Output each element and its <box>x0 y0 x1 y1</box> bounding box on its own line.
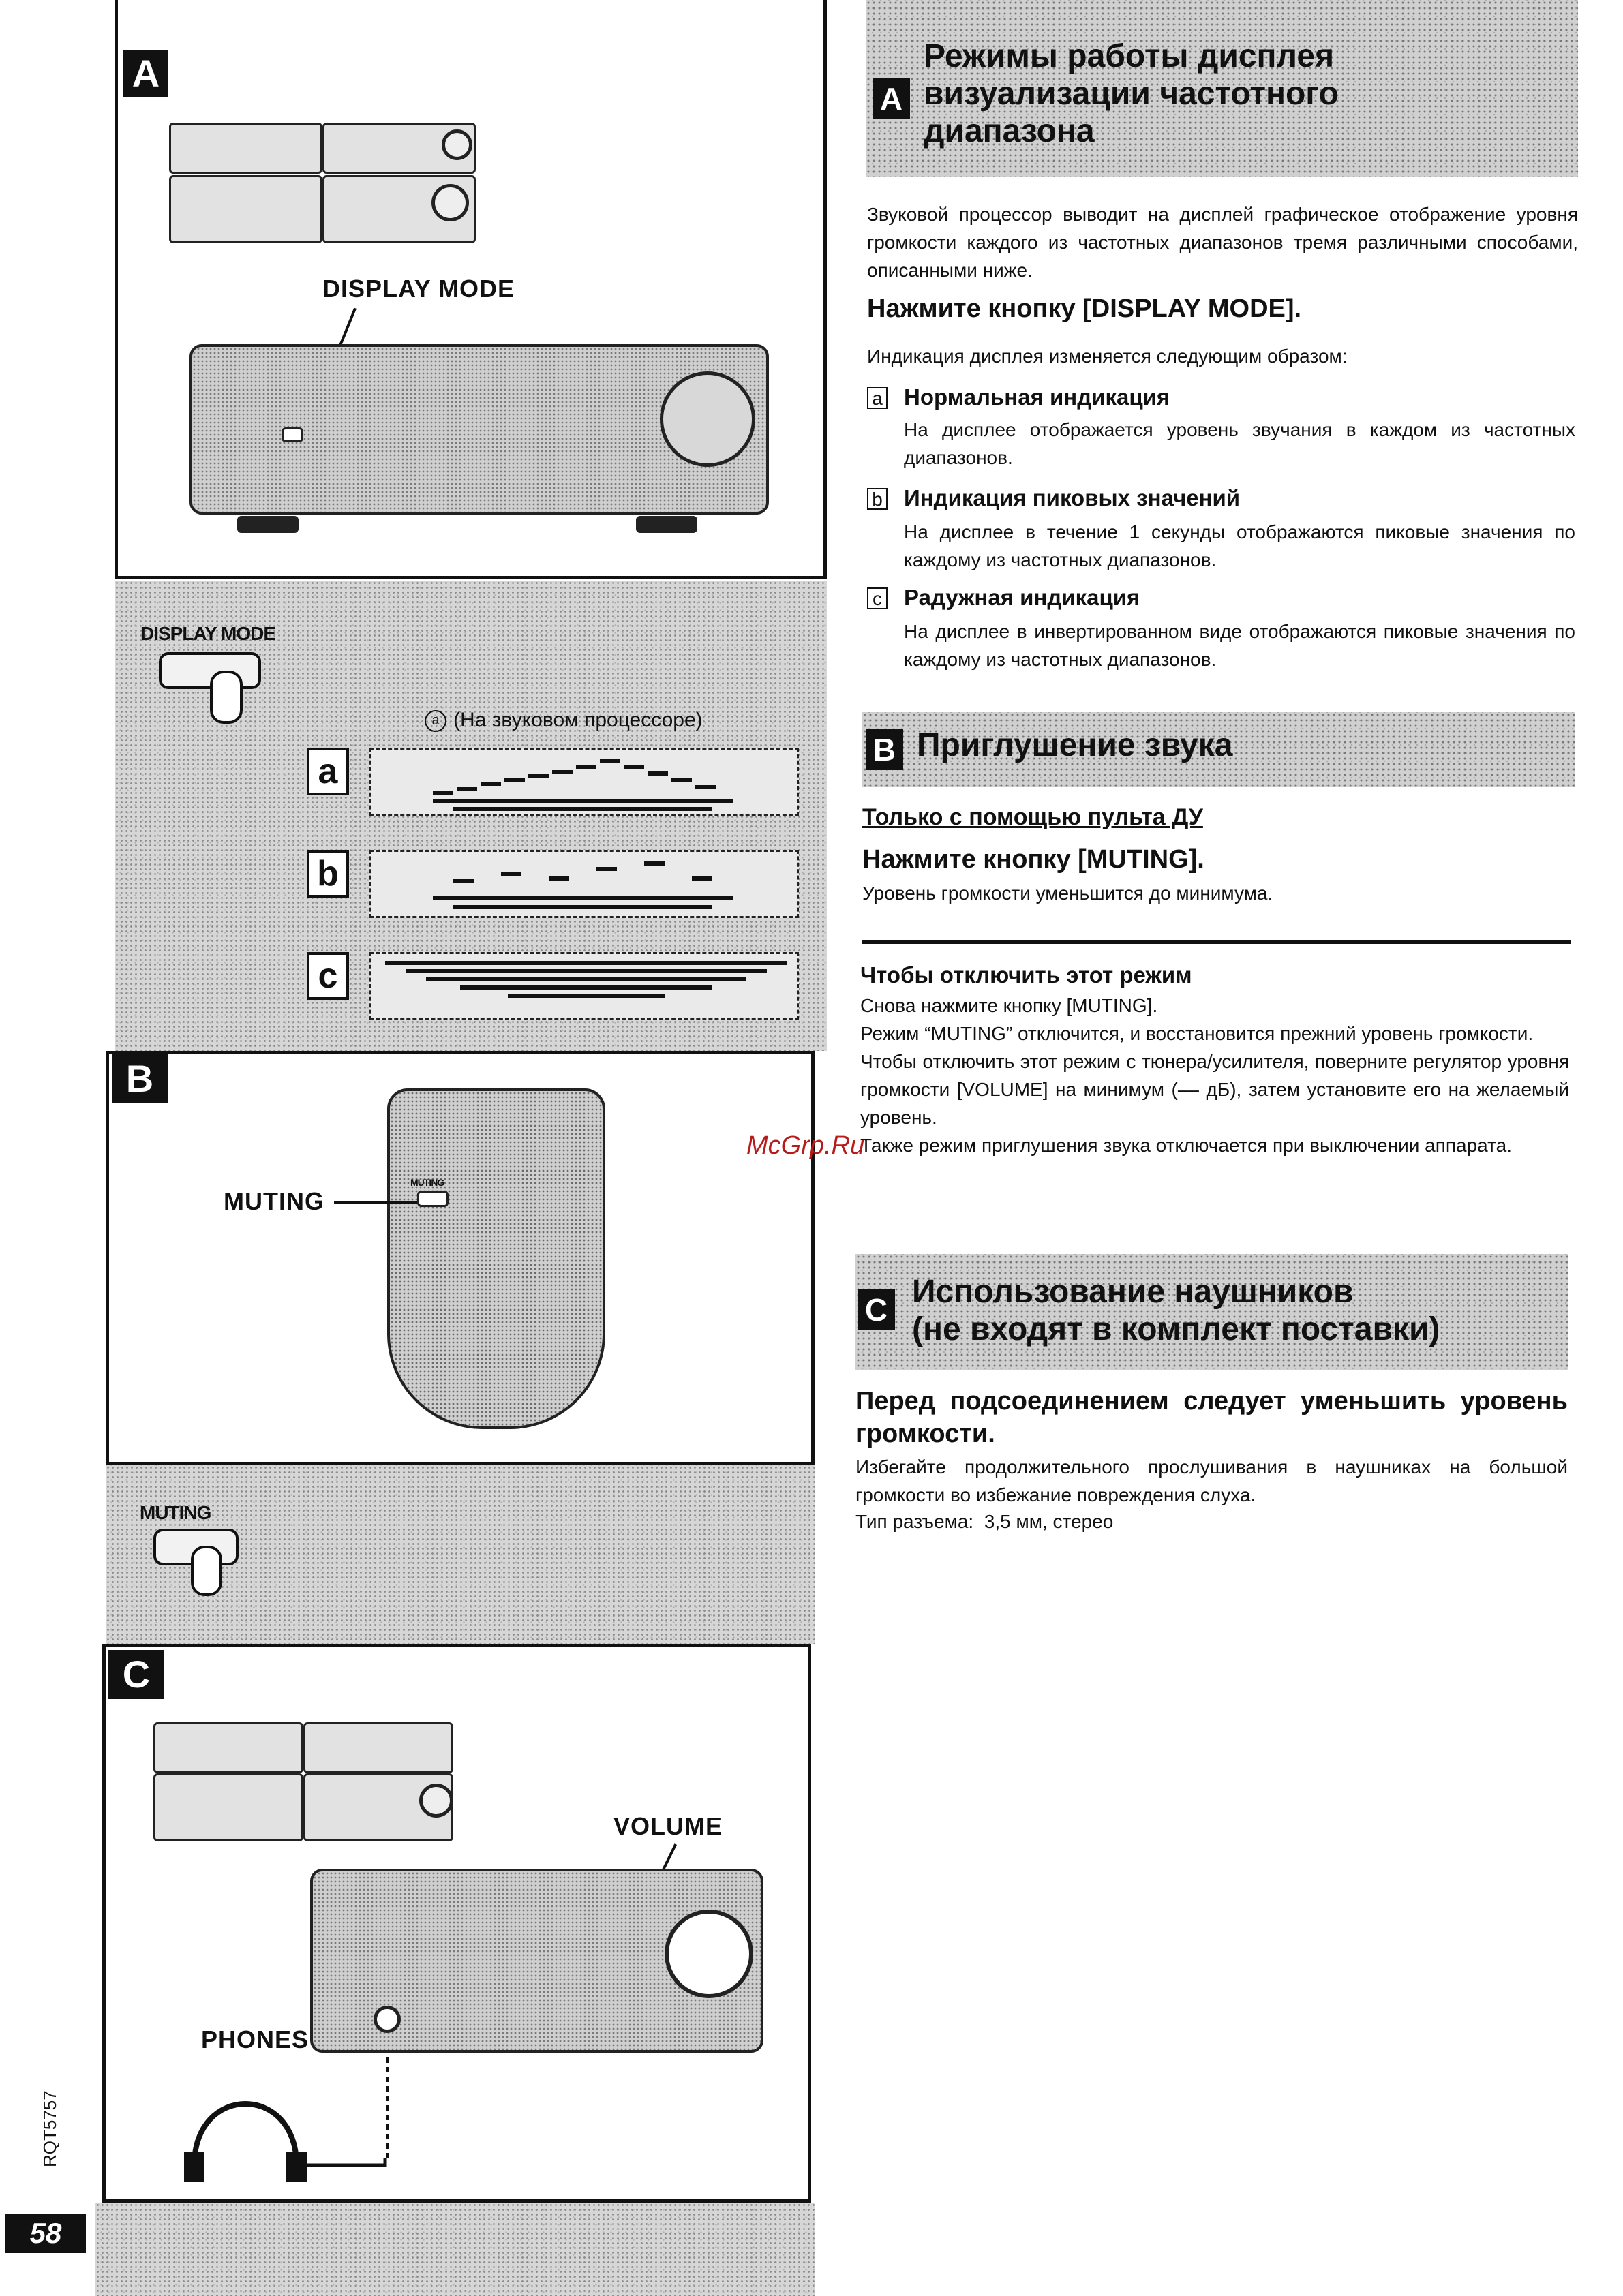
display-mode-strip <box>115 581 827 1051</box>
muting-button-label: MUTING <box>140 1502 211 1523</box>
processor-note: a (На звуковом процессоре) <box>425 709 703 732</box>
section-c-plug-type: Тип разъема: 3,5 мм, стерео <box>855 1511 1114 1532</box>
mode-c-display <box>369 952 799 1020</box>
section-a-instruction: Нажмите кнопку [DISPLAY MODE]. <box>867 294 1302 323</box>
item-c-tag: c <box>867 587 888 609</box>
pressing-finger-icon-b <box>191 1546 222 1596</box>
item-b-tag: b <box>867 488 888 510</box>
model-code: RQT5757 <box>40 2090 60 2167</box>
item-c-text: На дисплее в инвертированном виде отображаются пиковые значения по каждому из частотных диапазонов. <box>904 621 1575 670</box>
item-a-text: На дисплее отображается уровень звучания в каждом из частотных диапазонов. <box>904 419 1575 468</box>
display-mode-callout: DISPLAY MODE <box>322 275 515 303</box>
section-b-instruction: Нажмите кнопку [MUTING]. <box>862 845 1204 874</box>
volume-knob-icon-c[interactable] <box>665 1910 753 1998</box>
panel-b-letter: B <box>112 1054 168 1103</box>
section-c-letter: C <box>858 1289 895 1330</box>
section-a-change-note: Индикация дисплея изменяется следующим образом: <box>867 346 1348 367</box>
item-a-tag: a <box>867 387 888 409</box>
bottom-shade <box>95 2203 815 2296</box>
section-b-divider <box>862 940 1571 944</box>
mode-c-label: c <box>307 952 349 1000</box>
remote-muting-label: MUTING <box>410 1177 444 1188</box>
section-a-letter: A <box>873 78 910 119</box>
cancel-line-1: Снова нажмите кнопку [MUTING]. <box>860 995 1158 1016</box>
mode-a-display <box>369 748 799 816</box>
section-b-title: Приглушение звука <box>917 727 1233 763</box>
cancel-line-3: Чтобы отключить этот режим с тюнера/усилителя, поверните регулятор уровня громкости [VOLUME] на минимум (–– дБ), затем установите его на желаемый уровень. <box>860 1051 1569 1128</box>
muting-strip <box>106 1465 815 1644</box>
mode-a-spectrum <box>371 750 801 818</box>
phones-callout: PHONES <box>201 2025 309 2053</box>
section-a-title: Режимы работы дисплея визуализации частотного диапазона <box>924 38 1339 150</box>
headphones-icon <box>174 2056 487 2192</box>
section-a-intro: Звуковой процессор выводит на дисплей графическое отображение уровня громкости каждого из частотных диапазонов тремя различными способами, описанными ниже. <box>867 204 1578 281</box>
item-a-title: Нормальная индикация <box>904 384 1170 410</box>
item-b-title: Индикация пиковых значений <box>904 485 1241 510</box>
item-b-text: На дисплее в течение 1 секунды отображаются пиковые значения по каждому из частотных диапазонов. <box>904 521 1575 570</box>
mode-b-spectrum <box>371 852 801 920</box>
mode-a-label: a <box>307 748 349 795</box>
section-b-result: Уровень громкости уменьшится до минимума. <box>862 883 1273 904</box>
section-b-cancel-title: Чтобы отключить этот режим <box>860 962 1192 988</box>
mode-b-display <box>369 850 799 918</box>
phones-jack-icon[interactable] <box>374 2006 401 2033</box>
watermark: McGrp.Ru <box>746 1131 865 1160</box>
section-c-title: Использование наушников (не входят в комплект поставки) <box>912 1274 1440 1348</box>
muting-callout: MUTING <box>224 1187 324 1215</box>
panel-b <box>106 1051 815 1465</box>
panel-a <box>115 0 827 579</box>
section-b-cancel-lines <box>860 992 1569 1159</box>
mode-b-label: b <box>307 850 349 898</box>
cancel-line-4: Также режим приглушения звука отключается при выключении аппарата. <box>860 1135 1512 1156</box>
page-number: 58 <box>5 2214 86 2253</box>
section-b-remote-only: Только с помощью пульта ДУ <box>862 804 1203 830</box>
remote-control-illustration <box>387 1088 605 1429</box>
section-b-letter: B <box>866 729 903 770</box>
display-mode-button-label: DISPLAY MODE <box>140 623 276 644</box>
volume-callout: VOLUME <box>613 1812 723 1840</box>
panel-a-letter: A <box>123 50 168 97</box>
cancel-line-2: Режим “MUTING” отключится, и восстановится прежний уровень громкости. <box>860 1023 1534 1044</box>
section-c-advice: Избегайте продолжительного прослушивания в наушниках на большой громкости во избежание повреждения слуха. <box>855 1456 1568 1505</box>
remote-muting-button[interactable] <box>417 1191 449 1207</box>
volume-knob-icon <box>660 371 755 467</box>
note-marker: a <box>425 710 446 732</box>
panel-c <box>102 1644 811 2203</box>
item-c-title: Радужная индикация <box>904 585 1140 610</box>
display-mode-button <box>282 427 303 442</box>
muting-callout-line <box>334 1201 419 1204</box>
pressing-finger-icon <box>210 671 243 724</box>
mode-c-spectrum <box>371 954 801 1022</box>
panel-c-letter: C <box>108 1650 164 1699</box>
section-c-warning: Перед подсоединением следует уменьшить уровень громкости. <box>855 1387 1568 1448</box>
